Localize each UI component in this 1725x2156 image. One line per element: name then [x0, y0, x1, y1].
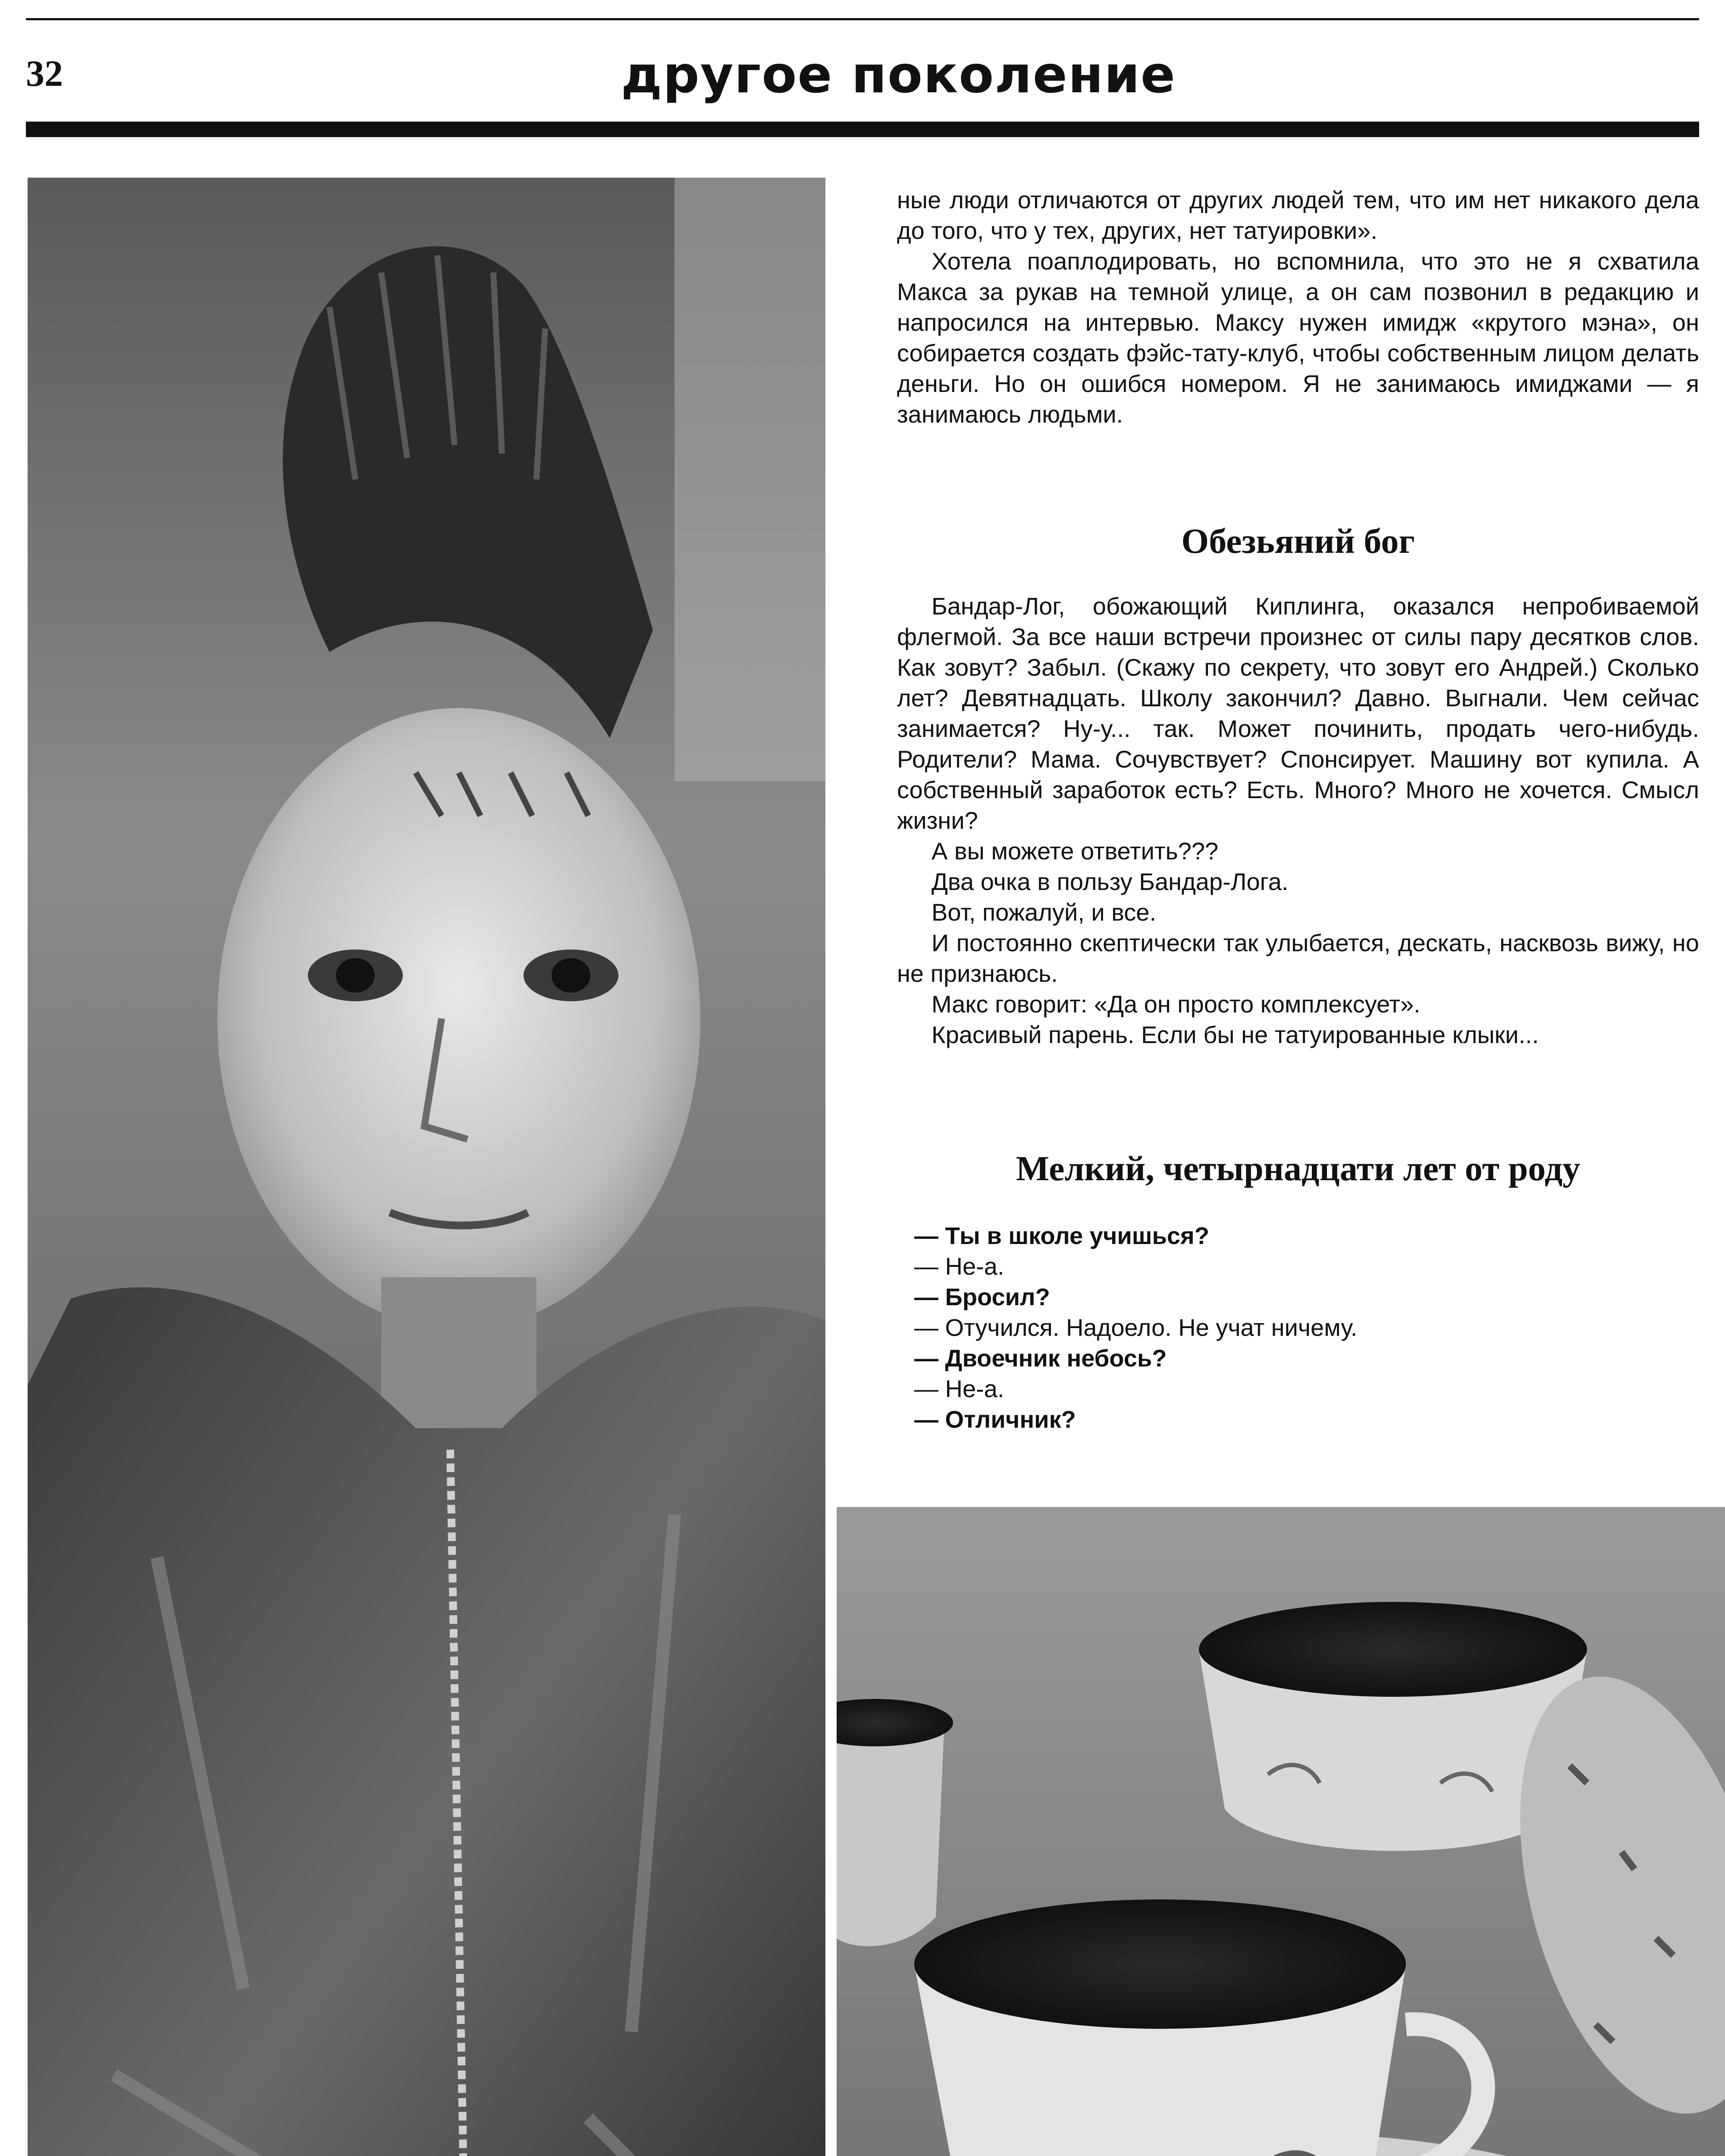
section1-paragraph: Два очка в пользу Бандар-Лога. [932, 868, 1289, 895]
dialog-question: — Отличник? [914, 1406, 1076, 1433]
section-title: другое поколение [621, 45, 1176, 104]
portrait-photo [28, 178, 825, 2156]
dialog-block [914, 1220, 1690, 1435]
intro-text [897, 185, 1699, 429]
page-number: 32 [26, 53, 63, 94]
section1-paragraph: Макс говорит: «Да он просто комплексует». [932, 990, 1421, 1018]
dialog-answer: — Не-а. [914, 1253, 1004, 1280]
section1-paragraph: Красивый парень. Если бы не татуированные клыки... [932, 1021, 1539, 1048]
dialog-question: — Бросил? [914, 1283, 1050, 1310]
section1-text [897, 591, 1699, 1050]
section1-paragraph: Бандар-Лог, обожающий Киплинга, оказался непробиваемой флегмой. За все наши встречи произнес от силы пару десятков слов. Как зовут? Забыл. (Скажу по секрету, что зовут его Андрей.) Сколько лет? Девятнадцать. Школу закончил? Давно. Выгнали. Чем сейчас занимается? Ну-у... так. Может починить, продать чего-нибудь. Родители? Мама. Сочувствует? Спонсирует. Машину вот купила. А собственный заработок есть? Есть. Много? Много не хочется. Смысл жизни? [897, 592, 1699, 834]
section1-heading: Обезьяний бог [1181, 521, 1415, 561]
header-bar [26, 122, 1699, 137]
teacups-photo [837, 1507, 1725, 2156]
dialog-answer: — Не-а. [914, 1375, 1004, 1402]
top-rule [26, 18, 1699, 20]
dialog-question: — Двоечник небось? [914, 1344, 1167, 1372]
dialog-question: — Ты в школе учишься? [914, 1222, 1209, 1249]
dialog-answer: — Отучился. Надоело. Не учат ничему. [914, 1314, 1358, 1341]
section2-heading: Мелкий, четырнадцати лет от роду [1016, 1149, 1581, 1188]
section1-paragraph: И постоянно скептически так улыбается, дескать, насквозь вижу, но не признаюсь. [897, 929, 1699, 987]
section1-paragraph: Вот, пожалуй, и все. [932, 899, 1157, 926]
section1-paragraph: А вы можете ответить??? [932, 837, 1219, 865]
intro-paragraph: Хотела поаплодировать, но вспомнила, что это не я схватила Макса за рукав на темной улице, а он сам позвонил в редакцию и напросился на интервью. Максу нужен имидж «крутого мэна», он собирается создать фэйс-тату-клуб, чтобы собственным лицом делать деньги. Но он ошибся номером. Я не занимаюсь имиджами — я занимаюсь людьми. [897, 248, 1699, 428]
intro-paragraph: ные люди отличаются от других людей тем, что им нет никакого дела до того, что у тех, других, нет татуировки». [897, 186, 1699, 244]
